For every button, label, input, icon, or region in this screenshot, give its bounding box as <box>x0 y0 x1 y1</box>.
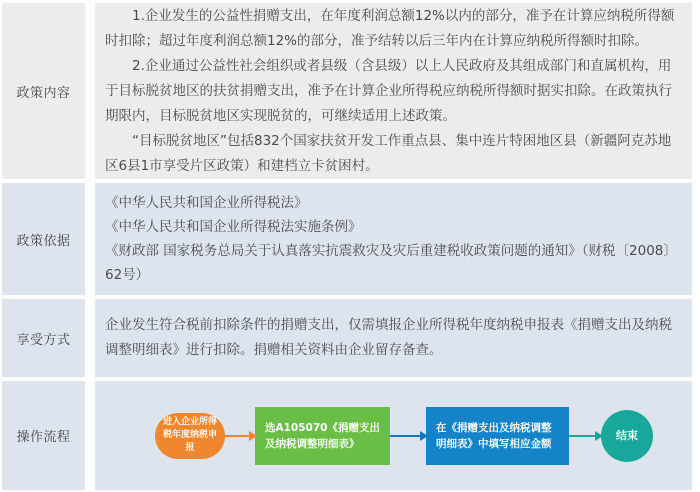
law-reference-2: 《中华人民共和国企业所得税法实施条例》 <box>105 219 362 235</box>
policy-paragraph-1: 1.企业发生的公益性捐赠支出，在年度利润总额12%以内的部分，准予在计算应纳税所得额时扣除；超过年度利润总额12%的部分，准予结转以后三年内在计算应纳税所得额时扣除。 <box>105 7 675 49</box>
policy-paragraph-3: “目标脱贫地区”包括832个国家扶贫开发工作重点县、集中连片特困地区县（新疆阿克苏地区6县1市享受片区政策）和建档立卡贫困村。 <box>105 132 672 174</box>
law-reference-1: 《中华人民共和国企业所得税法》 <box>105 195 308 211</box>
policy-paragraph-2: 2.企业通过公益性社会组织或者县级（含县级）以上人民政府及其组成部门和直属机构，用于目标脱贫地区的扶贫捐赠支出，准予在计算企业所得税应纳税所得额时据实扣除。在政策执行期限内，目标脱贫地区实现脱贫的，可继续适用上述政策。 <box>105 57 672 124</box>
flow-arrow-1-icon <box>225 435 255 437</box>
row-label-policy-basis: 政策依据 <box>2 183 85 295</box>
row-label-policy-content: 政策内容 <box>2 3 85 179</box>
row-enjoyment-method <box>2 299 692 377</box>
flow-arrow-2-icon <box>390 435 426 437</box>
flow-node-select-form: 选A105070《捐赠支出及纳税调整明细表》 <box>255 407 390 465</box>
enjoyment-method-text: 企业发生符合税前扣除条件的捐赠支出，仅需填报企业所得税年度纳税申报表《捐赠支出及纳税调整明细表》进行扣除。捐赠相关资料由企业留存备查。 <box>105 317 672 358</box>
row-label-enjoyment-method: 享受方式 <box>2 299 85 377</box>
flowchart <box>155 407 678 465</box>
flow-arrow-3-icon <box>569 435 601 437</box>
policy-content-cell <box>95 3 692 179</box>
row-label-operation-process: 操作流程 <box>2 381 85 490</box>
flow-node-start: 进入企业所得税年度纳税申报 <box>155 413 225 459</box>
flow-node-end: 结束 <box>601 410 653 462</box>
row-operation-process <box>2 381 692 490</box>
flow-node-fill-amount: 在《捐赠支出及纳税调整明细表》中填写相应金额 <box>426 407 569 465</box>
enjoyment-method-cell <box>95 299 692 377</box>
policy-basis-cell <box>95 183 692 295</box>
row-policy-basis <box>2 183 692 295</box>
law-reference-3: 《财政部 国家税务总局关于认真落实抗震救灾及灾后重建税收政策问题的通知》（财税〔2008〕62号） <box>105 243 677 283</box>
row-policy-content <box>2 3 692 179</box>
operation-process-cell <box>95 381 692 490</box>
